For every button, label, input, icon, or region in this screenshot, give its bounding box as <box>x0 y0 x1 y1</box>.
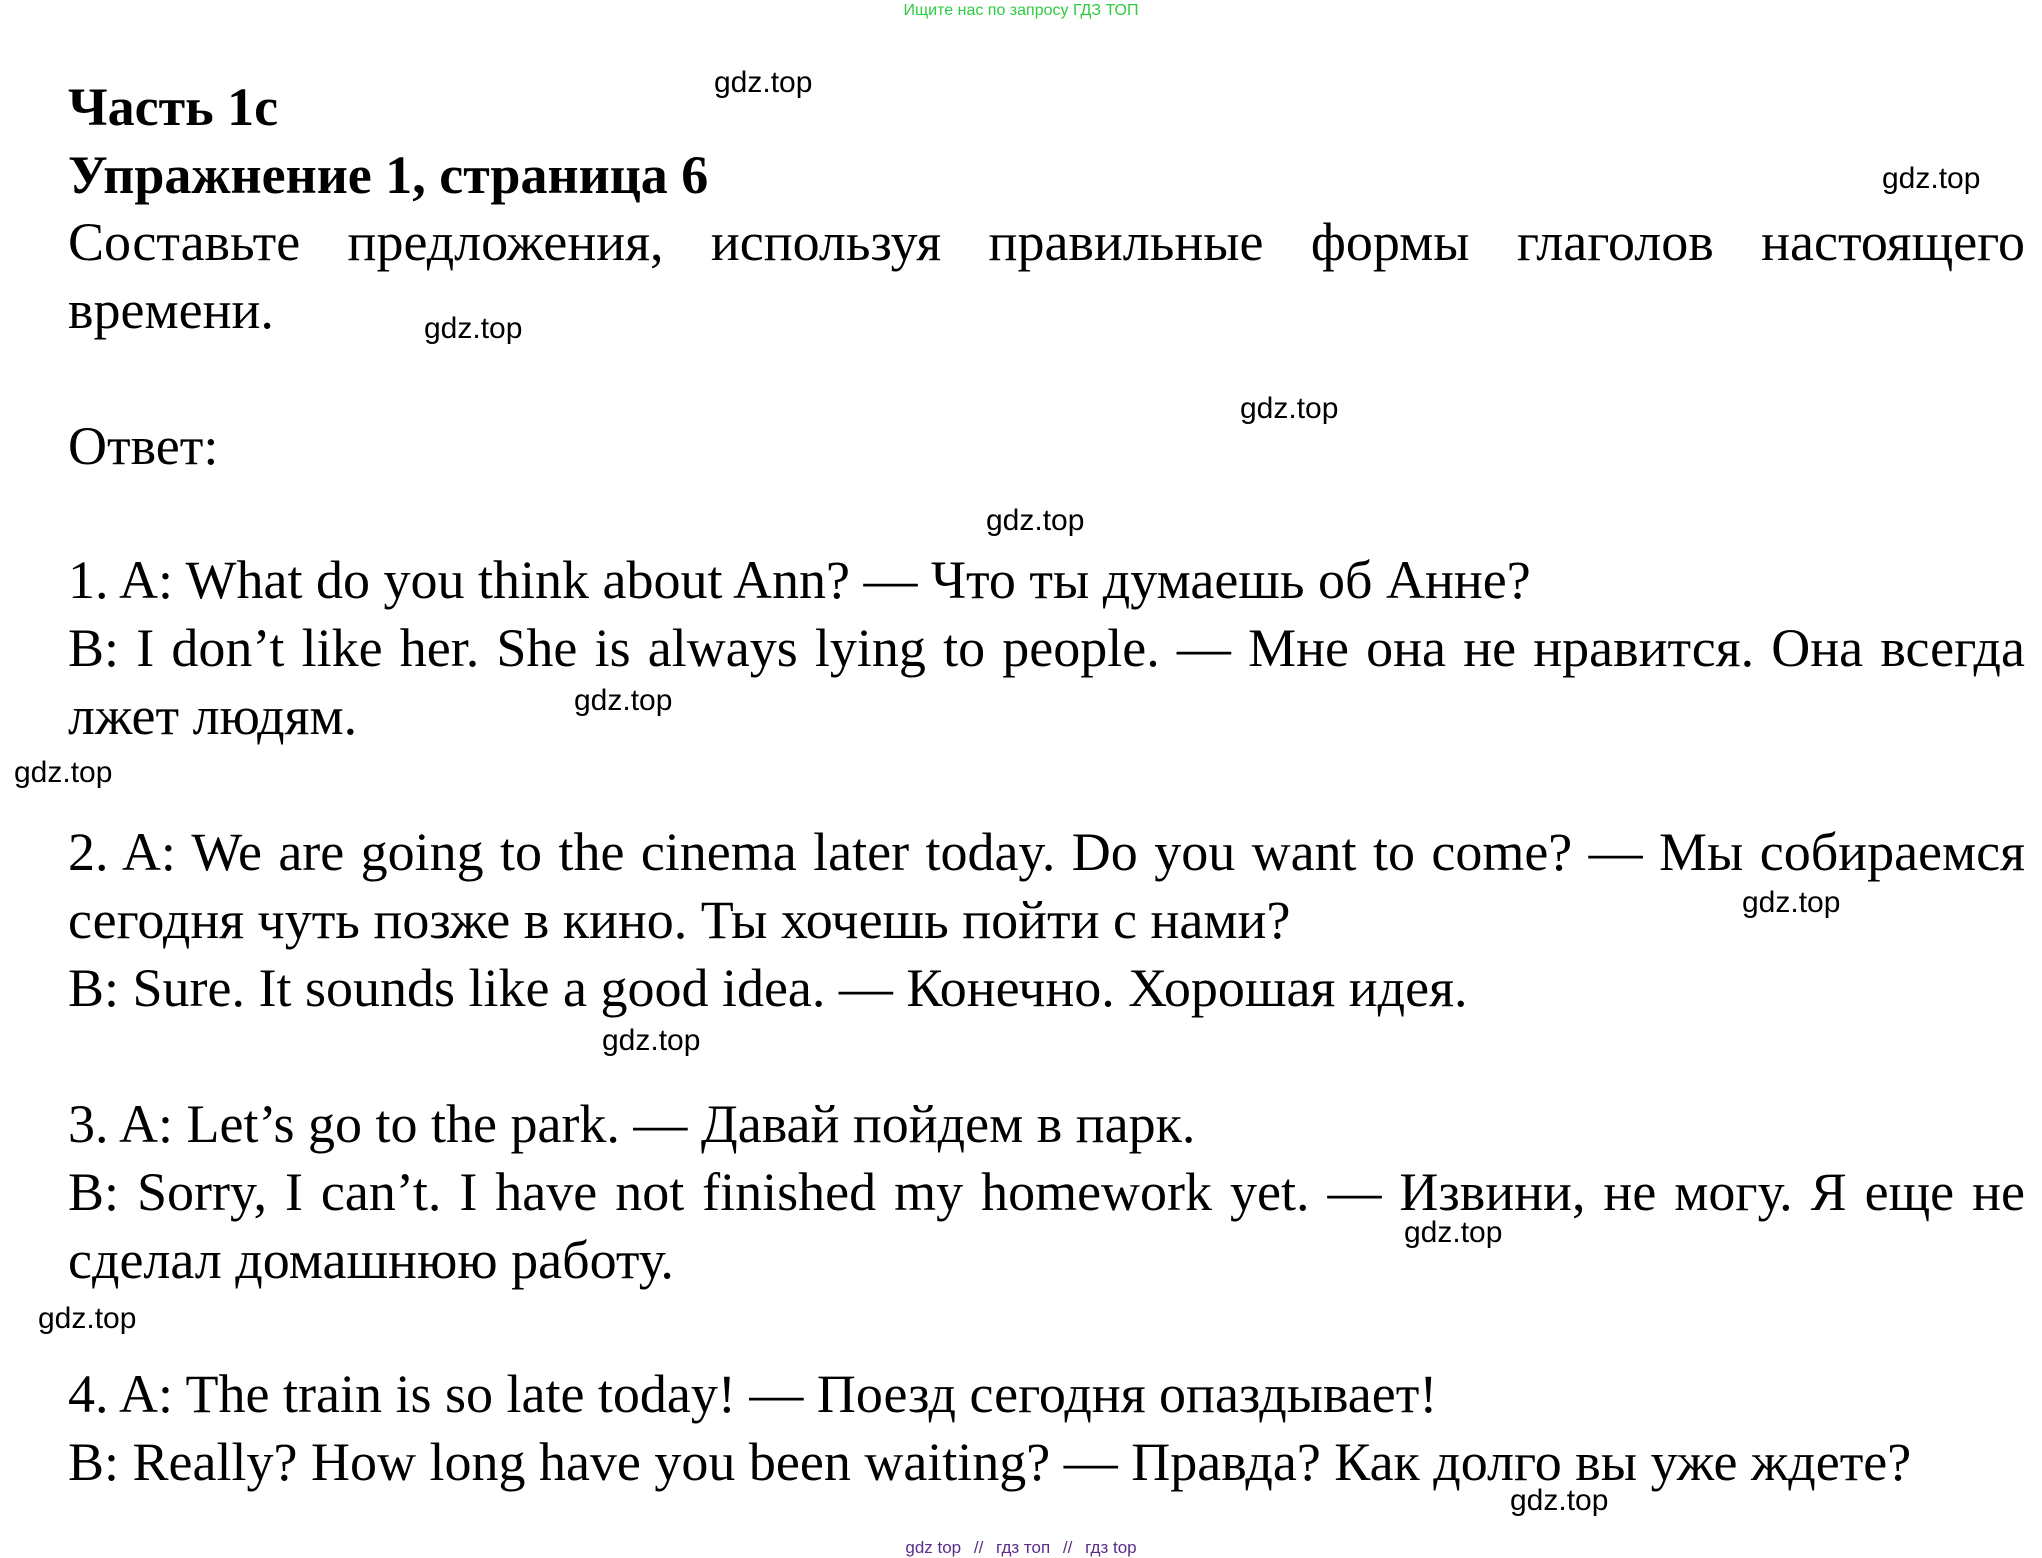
item-3-a: 3. A: Let’s go to the park. — Давай пойдем в парк. <box>68 1094 1196 1154</box>
footer-link-gdz-top[interactable]: gdz top <box>905 1538 962 1557</box>
watermark: gdz.top <box>1404 1216 1503 1249</box>
watermark: gdz.top <box>714 66 813 99</box>
watermark: gdz.top <box>424 312 523 345</box>
top-banner: Ищите нас по запросу ГДЗ ТОП <box>903 2 1139 19</box>
footer-separator: // <box>1062 1538 1073 1557</box>
item-3-b: B: Sorry, I can’t. I have not finished my homework yet. — Извини, не могу. Я еще не сделал домашнюю работу. <box>68 1162 2025 1290</box>
item-1-b: B: I don’t like her. She is always lying to people. — Мне она не нравится. Она всегда лжет людям. <box>68 618 2025 746</box>
item-2-a: 2. A: We are going to the cinema later today. Do you want to come? — Мы собираемся сегодня чуть позже в кино. Ты хочешь пойти с нами? <box>68 822 2025 950</box>
item-2-b: B: Sure. It sounds like a good idea. — Конечно. Хорошая идея. <box>68 958 1468 1018</box>
part-title: Часть 1c <box>68 77 279 137</box>
watermark: gdz.top <box>1510 1484 1609 1517</box>
item-1-a: 1. A: What do you think about Ann? — Что ты думаешь об Анне? <box>68 550 1531 610</box>
watermark: gdz.top <box>986 504 1085 537</box>
footer-link-gdz-top-mixed[interactable]: гдз top <box>1085 1538 1137 1557</box>
watermark: gdz.top <box>1882 162 1981 195</box>
watermark: gdz.top <box>38 1302 137 1335</box>
answer-label: Ответ: <box>68 416 219 476</box>
watermark: gdz.top <box>1742 886 1841 919</box>
footer-separator: // <box>973 1538 984 1557</box>
watermark: gdz.top <box>574 684 673 717</box>
item-4-b: B: Really? How long have you been waiting? — Правда? Как долго вы уже ждете? <box>68 1432 1912 1492</box>
footer-link-gdz-top-ru[interactable]: гдз топ <box>996 1538 1051 1557</box>
item-4-a: 4. A: The train is so late today! — Поезд сегодня опаздывает! <box>68 1364 1438 1424</box>
watermark: gdz.top <box>14 756 113 789</box>
footer-links <box>0 1538 2042 1558</box>
exercise-title: Упражнение 1, страница 6 <box>68 145 709 205</box>
watermark: gdz.top <box>1240 392 1339 425</box>
task-text: Составьте предложения, используя правильные формы глаголов настоящего времени. <box>68 212 2025 340</box>
watermark: gdz.top <box>602 1024 701 1057</box>
